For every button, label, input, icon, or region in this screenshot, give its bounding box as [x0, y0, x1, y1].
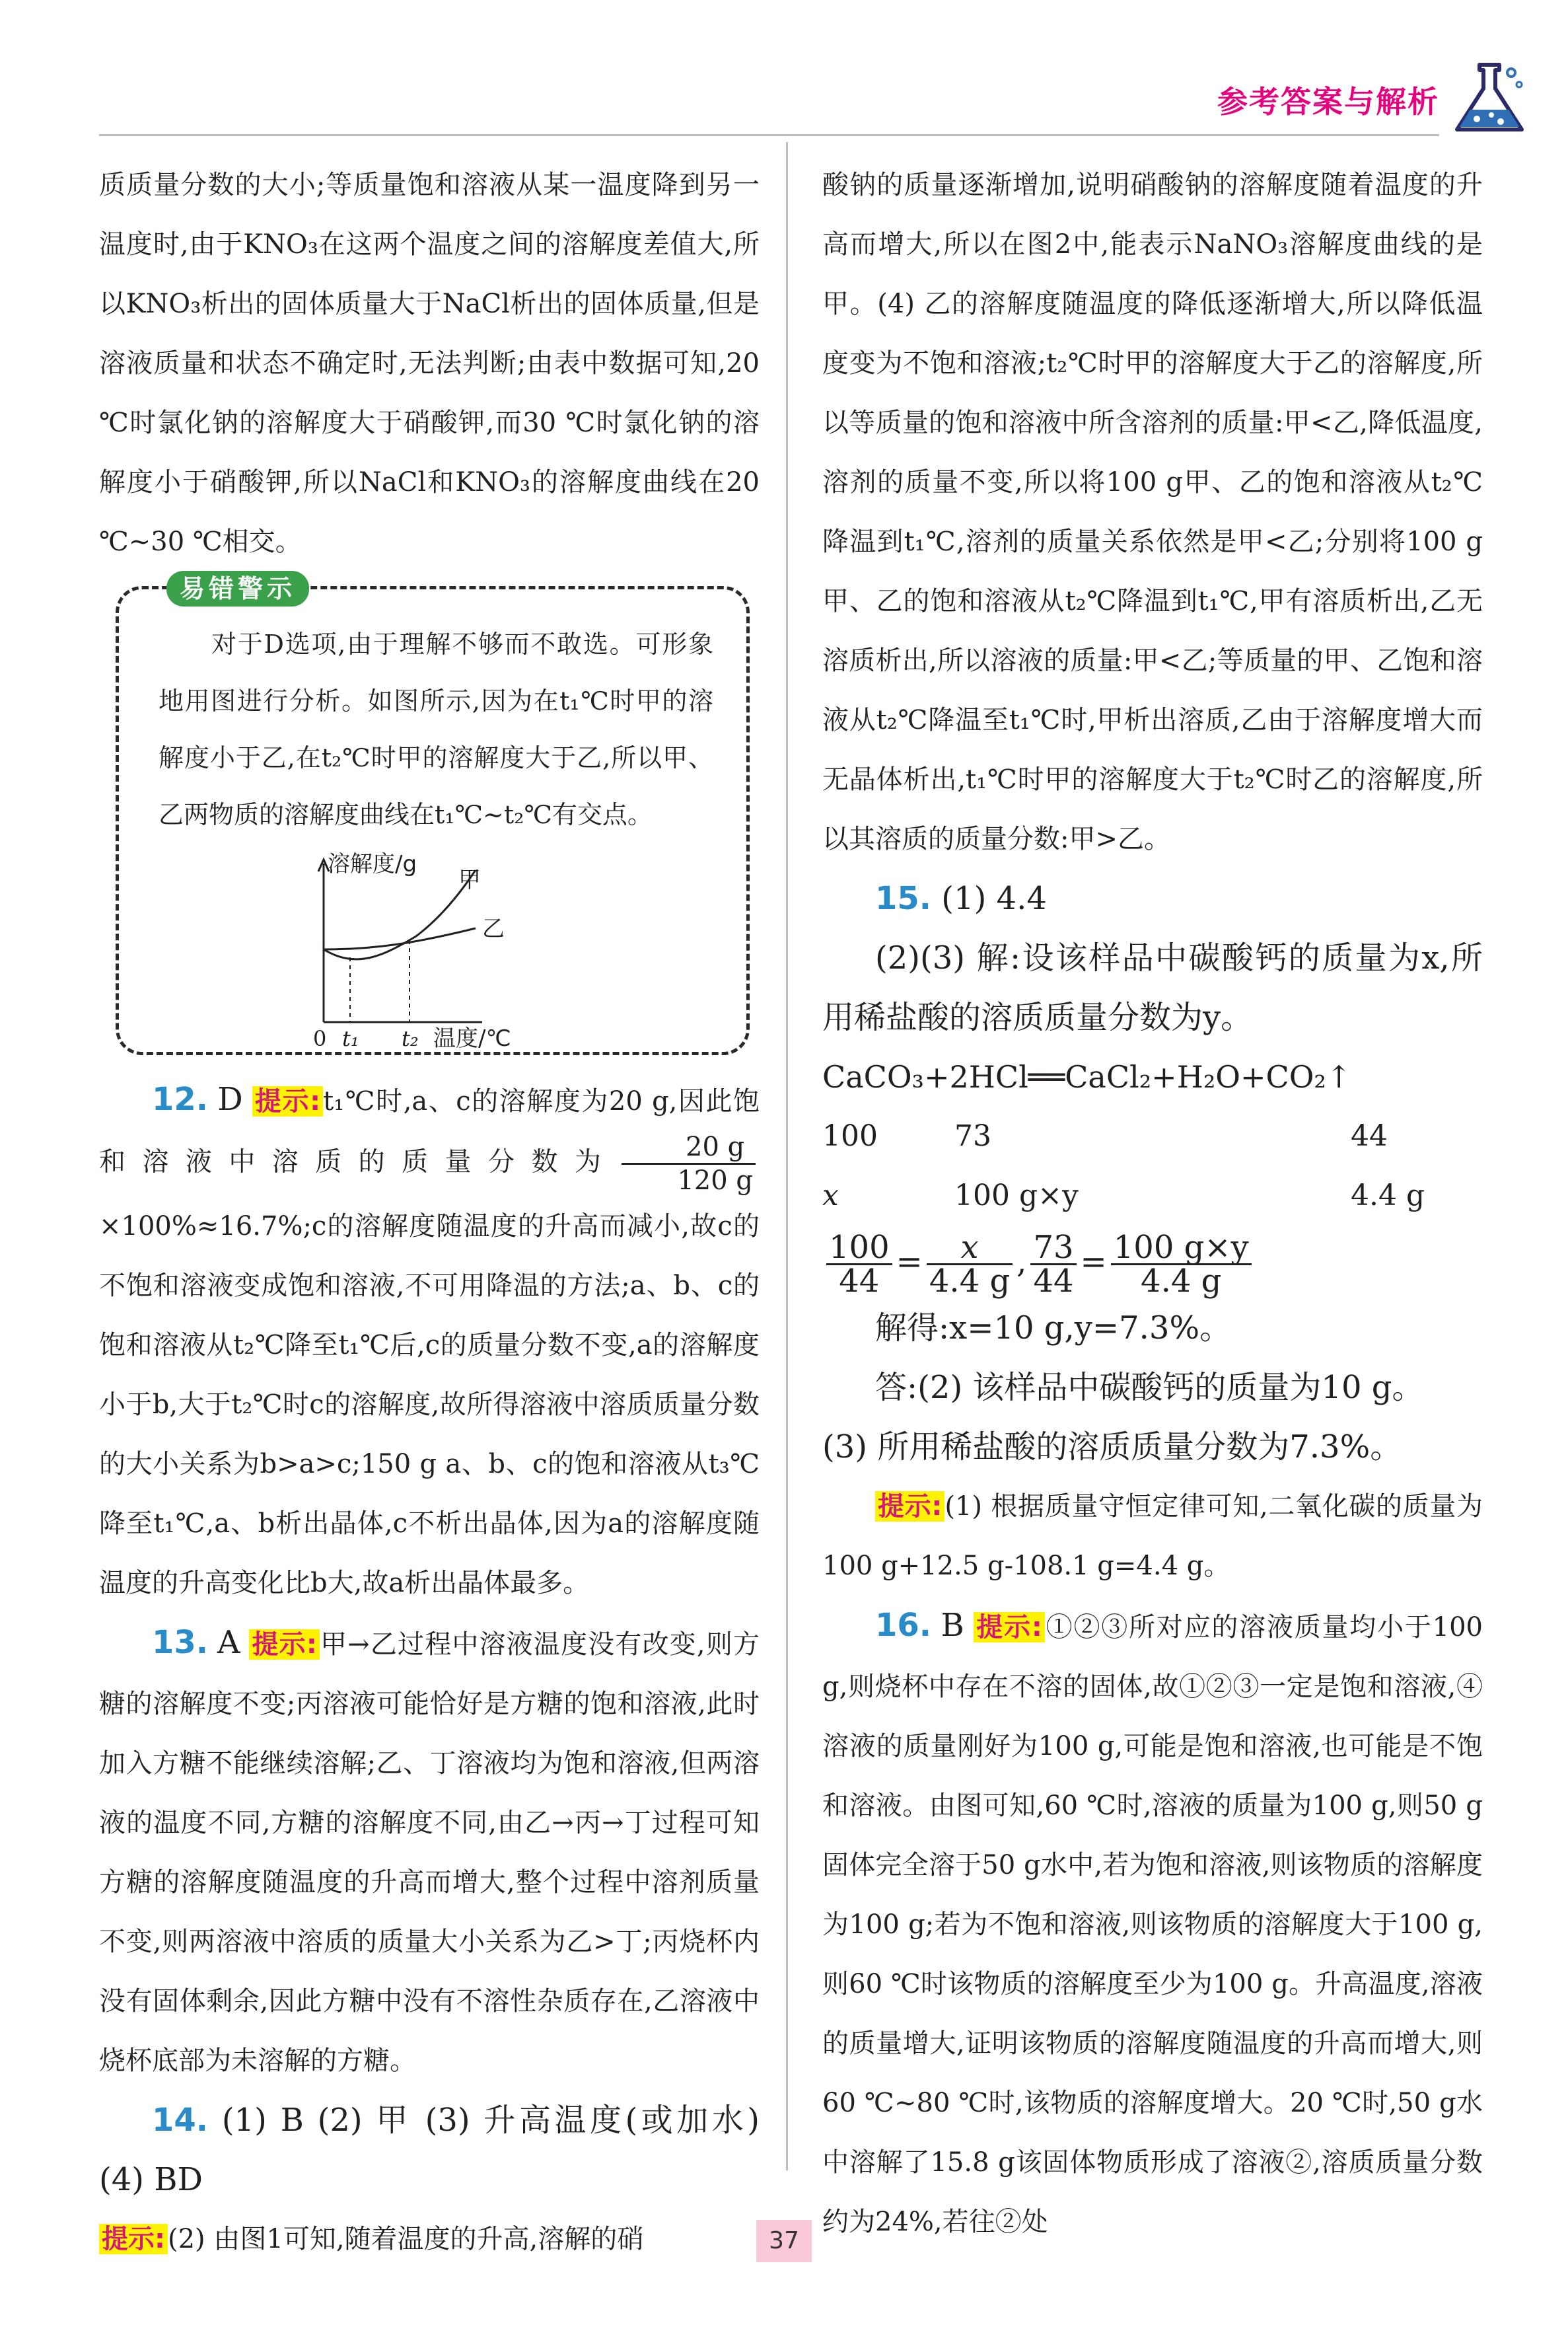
frac-1-den: 44 [839, 1263, 880, 1300]
q16 [822, 1596, 1483, 2252]
q14-hint [99, 2209, 760, 2269]
q12-answer: D [217, 1081, 243, 1118]
graph-series-jia: 甲 [458, 867, 481, 893]
ratio-2-c: 4.4 g [1351, 1179, 1425, 1212]
left-column [99, 155, 760, 2269]
frac-3 [1030, 1229, 1076, 1300]
q14-text: (2) 由图1可知,随着温度的升高,溶解的硝 [168, 2224, 644, 2254]
right-column [822, 155, 1483, 2252]
q12-number: 12. [152, 1081, 209, 1118]
q11-continuation: 质质量分数的大小;等质量饱和溶液从某一温度降到另一温度时,由于KNO₃在这两个温度之间的溶解度差值大,所以KNO₃析出的固体质量大于NaCl析出的固体质量,但是溶液质量和状态不确定时,无法判断;由表中数据可知,20 ℃时氯化钠的溶解度大于硝酸钾,而30 ℃时氯化钠的溶解度小于硝酸钾,所以NaCl和KNO₃的溶解度曲线在20 ℃~30 ℃相交。 [99, 170, 760, 557]
frac-4-num: 100 g×y [1111, 1232, 1252, 1265]
answer-3: (3) 所用稀盐酸的溶质质量分数为7.3%。 [822, 1428, 1402, 1465]
q15-solve: (2)(3) 解:设该样品中碳酸钙的质量为x,所用稀盐酸的溶质质量分数为y。 [822, 940, 1483, 1036]
q12 [99, 1070, 760, 1613]
q13-answer: A [217, 1624, 240, 1661]
frac-2 [927, 1229, 1013, 1300]
q16-number: 16. [875, 1607, 932, 1644]
frac-2-num: x [927, 1232, 1013, 1265]
q16-hint-label: 提示: [974, 1612, 1045, 1642]
ratio-row-1 [822, 1107, 1483, 1166]
q12-fraction [622, 1131, 756, 1197]
q12-text-a: t₁℃时,a、c的溶解度为20 g,因此饱和溶液中溶质的质量分数为 [99, 1086, 760, 1177]
q14-hint-label: 提示: [99, 2224, 168, 2254]
graph-origin: 0 [313, 1026, 327, 1049]
header-rule [99, 134, 1439, 136]
q14-number: 14. [152, 2102, 209, 2139]
proportion-equations: $\frac{100}{44}$ = $\frac{x}{4.4 g}$ , $\frac{73}{44}$ = $\frac{100 g\times y}{4.4 g}$ [822, 1226, 1483, 1298]
q14 [99, 2090, 760, 2209]
q13-hint-label: 提示: [249, 1629, 319, 1660]
page-number: 37 [756, 2220, 812, 2262]
graph-t2: t₂ [402, 1026, 419, 1049]
ratio-1-a: 100 [822, 1119, 878, 1153]
q13-text: 甲→乙过程中溶液温度没有改变,则方糖的溶解度不变;丙溶液可能恰好是方糖的饱和溶液,此时加入方糖不能继续溶解;乙、丁溶液均为饱和溶液,但两溶液的温度不同,方糖的溶解度不同,由乙→丙→丁过程可知方糖的溶解度随温度的升高而增大,整个过程中溶剂质量不变,则两溶液中溶质的质量大小关系为乙>丁;丙烧杯内没有固体剩余,因此方糖中没有不溶性杂质存在,乙溶液中烧杯底部为未溶解的方糖。 [99, 1629, 760, 2076]
frac-4 [1111, 1229, 1252, 1300]
q13 [99, 1613, 760, 2090]
q12-frac-num: 20 g [622, 1131, 756, 1165]
graph-xlabel: 温度/℃ [433, 1025, 511, 1049]
frac-2-den: 4.4 g [929, 1263, 1011, 1300]
q16-answer: B [941, 1607, 964, 1644]
q12-frac-den: 120 g [677, 1165, 753, 1196]
flask-icon [1450, 61, 1528, 135]
graph-t1: t₁ [342, 1026, 359, 1049]
q16-text: ①②③所对应的溶液质量均小于100 g,则烧杯中存在不溶的固体,故①②③一定是饱和溶液,④溶液的质量刚好为100 g,可能是饱和溶液,也可能是不饱和溶液。由图可知,60 ℃时,溶液的质量为100 g,则50 g固体完全溶于50 g水中,若为饱和溶液,则该物质的溶解度为100 g;若为不饱和溶液,则该物质的溶解度大于100 g,则60 ℃时该物质的溶解度至少为100 g。升高温度,溶液的质量增大,证明该物质的溶解度随温度的升高而增大,则60 ℃~80 ℃时,该物质的溶解度增大。20 ℃时,50 g水中溶解了15.8 g该固体物质形成了溶液②,溶质质量分数约为24%,若往②处 [822, 1612, 1483, 2237]
ratio-1-c: 44 [1351, 1119, 1388, 1153]
ratio-2-a: x [822, 1179, 839, 1212]
q15-hint-text: (1) 根据质量守恒定律可知,二氧化碳的质量为100 g+12.5 g-108.1 g=4.4 g。 [822, 1491, 1483, 1581]
solution-line: 解得:x=10 g,y=7.3%。 [875, 1310, 1232, 1347]
ratio-row-2 [822, 1166, 1483, 1226]
q15-answer-1: (1) 4.4 [941, 880, 1047, 917]
curve-jia [324, 870, 476, 959]
ratio-2-b: 100 g×y [954, 1179, 1079, 1212]
error-warning-text: 对于D选项,由于理解不够而不敢选。可形象地用图进行分析。如图所示,因为在t₁℃时甲的溶解度小于乙,在t₂℃时甲的溶解度大于乙,所以甲、乙两物质的溶解度曲线在t₁℃~t₂℃有交点。 [159, 630, 713, 829]
frac-1 [826, 1229, 892, 1300]
q15-hint-label: 提示: [875, 1491, 944, 1522]
frac-4-den: 4.4 g [1141, 1263, 1222, 1300]
q15-number: 15. [875, 880, 932, 917]
frac-3-num: 73 [1030, 1232, 1076, 1265]
error-warning-box [116, 574, 750, 1055]
section-title: 参考答案与解析 [1217, 84, 1439, 120]
frac-1-num: 100 [826, 1232, 892, 1265]
frac-3-den: 44 [1033, 1263, 1074, 1300]
q12-text-b: ×100%≈16.7%;c的溶解度随温度的升高而减小,故c的不饱和溶液变成饱和溶液,不可用降温的方法;a、b、c的饱和溶液从t₂℃降至t₁℃后,c的质量分数不变,a的溶解度小于b,大于t₂℃时c的溶解度,故所得溶液中溶质质量分数的大小关系为b>a>c;150 g a、b、c的饱和溶液从t₃℃降至t₁℃,a、b析出晶体,c不析出晶体,因为a的溶解度随温度的升高变化比b大,故a析出晶体最多。 [99, 1211, 760, 1598]
q15-part1 [822, 869, 1483, 928]
solubility-graph [284, 850, 588, 1049]
error-warning-tag: 易错警示 [166, 571, 309, 607]
graph-ylabel: 溶解度/g [328, 851, 417, 877]
q12-hint-label: 提示: [252, 1086, 323, 1117]
graph-series-yi: 乙 [482, 916, 505, 942]
column-divider [786, 142, 788, 2170]
answer-2: 答:(2) 该样品中碳酸钙的质量为10 g。 [875, 1369, 1424, 1406]
ratio-1-b: 73 [954, 1119, 991, 1153]
chemical-equation: CaCO₃+2HCl══CaCl₂+H₂O+CO₂↑ [822, 1059, 1352, 1095]
q15-hint [822, 1477, 1483, 1596]
q13-number: 13. [152, 1624, 209, 1661]
q14-continuation: 酸钠的质量逐渐增加,说明硝酸钠的溶解度随着温度的升高而增大,所以在图2中,能表示NaNO₃溶解度曲线的是甲。(4) 乙的溶解度随温度的降低逐渐增大,所以降低温度变为不饱和溶液;t₂℃时甲的溶解度大于乙的溶解度,所以等质量的饱和溶液中所含溶剂的质量:甲<乙,降低温度,溶剂的质量不变,所以将100 g甲、乙的饱和溶液从t₂℃降温到t₁℃,溶剂的质量关系依然是甲<乙;分别将100 g甲、乙的饱和溶液从t₂℃降温到t₁℃,甲有溶质析出,乙无溶质析出,所以溶液的质量:甲<乙;等质量的甲、乙饱和溶液从t₂℃降温至t₁℃时,甲析出溶质,乙由于溶解度增大而无晶体析出,t₁℃时甲的溶解度大于t₂℃时乙的溶解度,所以其溶质的质量分数:甲>乙。 [822, 170, 1483, 854]
q14-answer: (1) B (2) 甲 (3) 升高温度(或加水) (4) BD [99, 2102, 760, 2198]
